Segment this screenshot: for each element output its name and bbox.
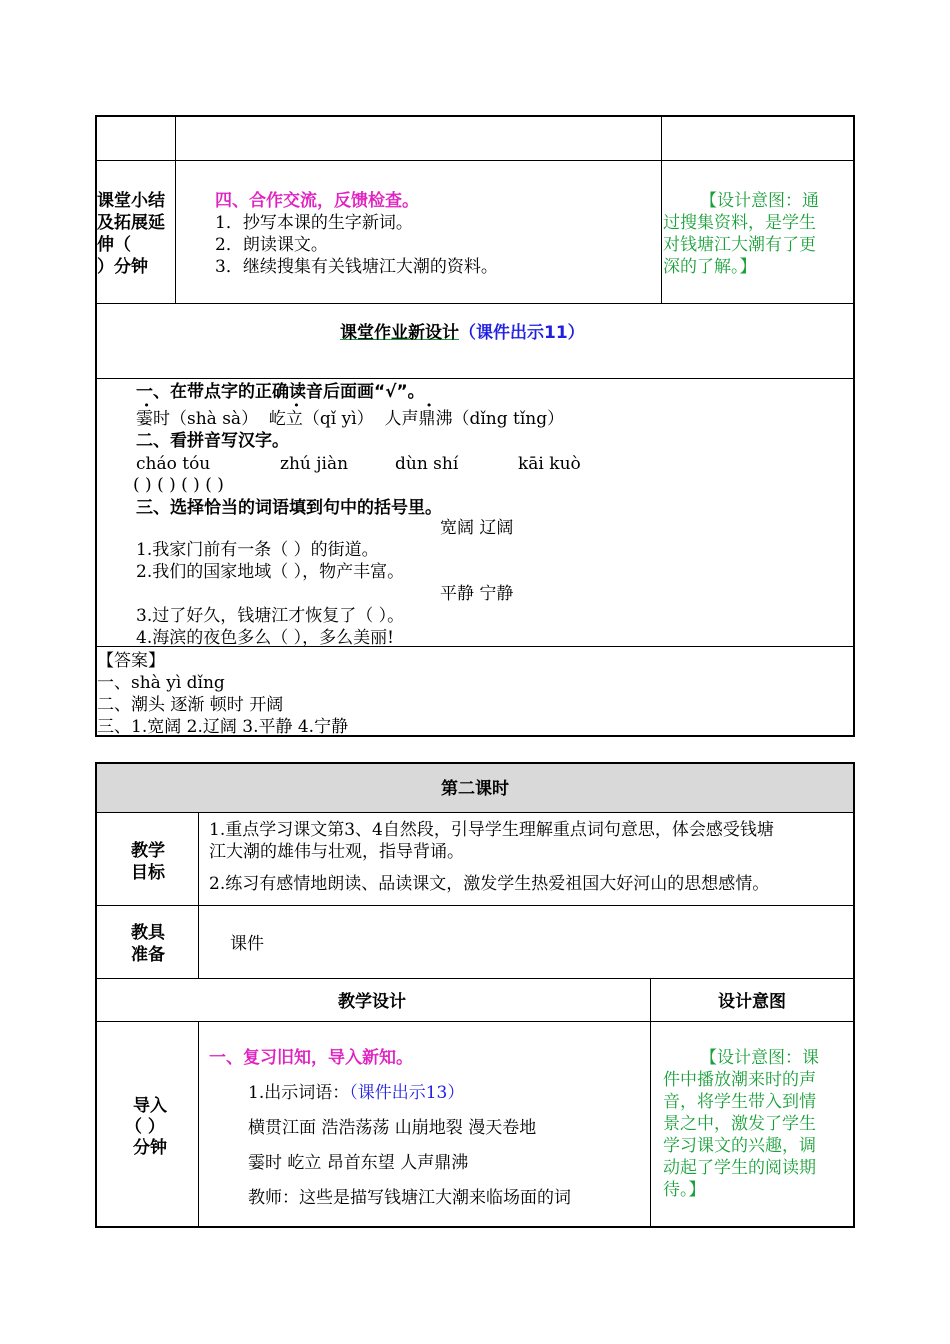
intro-label: 分钟: [133, 1138, 167, 1158]
pinyin-item: kāi kuò: [518, 454, 581, 474]
question-2-title: 二、看拼音写汉字。: [136, 431, 289, 451]
intent-header: 设计意图: [718, 992, 786, 1012]
question-1-line: 霎时（shà sà） 屹立（qǐ yì） 人声鼎沸（dǐng tǐng）: [136, 409, 565, 429]
answer-brackets: ( ) ( ) ( ) ( ): [133, 475, 224, 495]
intro-label: （ ）: [125, 1117, 165, 1137]
step4-title: 四、合作交流，反馈检查。: [215, 191, 419, 211]
goal-1: 江大潮的雄伟与壮观，指导背诵。: [209, 842, 464, 862]
period-title: 第二课时: [441, 779, 509, 799]
word-choices: 平静 宁静: [440, 584, 514, 604]
tools-label: 准备: [131, 945, 165, 965]
word-list: 霎时 屹立 昂首东望 人声鼎沸: [248, 1153, 469, 1173]
intro-label: 导入: [133, 1096, 167, 1116]
pinyin-item: zhú jiàn: [280, 454, 349, 474]
goal-1: 1.重点学习课文第3、4自然段，引导学生理解重点词句意思，体会感受钱塘: [209, 820, 774, 840]
question-3-title: 三、选择恰当的词语填到句中的括号里。: [136, 498, 442, 518]
sentence: 3.过了好久，钱塘江才恢复了（ ）。: [136, 606, 405, 626]
answer-label: 【答案】: [97, 651, 165, 671]
step1-title: 一、复习旧知，导入新知。: [209, 1048, 413, 1068]
goal-2: 2.练习有感情地朗读、品读课文，激发学生热爱祖国大好河山的思想感情。: [209, 874, 770, 894]
word-list: 横贯江面 浩浩荡荡 山崩地裂 漫天卷地: [248, 1118, 537, 1138]
step4-item: 2．朗读课文。: [215, 235, 328, 255]
homework-title: 课堂作业新设计（课件出示11）: [340, 323, 585, 343]
sentence: 2.我们的国家地域（ ），物产丰富。: [136, 562, 405, 582]
answer-line: 三、1.宽阔 2.辽阔 3.平静 4.宁静: [97, 717, 349, 737]
sentence: 1.我家门前有一条（ ）的街道。: [136, 540, 379, 560]
step4-item: 3．继续搜集有关钱塘江大潮的资料。: [215, 257, 498, 277]
step4-item: 1．抄写本课的生字新词。: [215, 213, 413, 233]
tools-value: 课件: [230, 934, 264, 954]
tools-label: 教具: [131, 923, 165, 943]
answer-line: 一、shà yì dǐng: [97, 673, 225, 693]
teacher-line: 教师：这些是描写钱塘江大潮来临场面的词: [248, 1188, 571, 1208]
pinyin-item: dùn shí: [395, 454, 459, 474]
question-1-title: 一、在带点字的正确读音后面画“√”。: [136, 382, 425, 402]
goal-label: 教学: [131, 841, 165, 861]
sentence: 4.海滨的夜色多么（ ），多么美丽!: [136, 628, 394, 648]
step1-show: 1.出示词语：（课件出示13）: [248, 1083, 465, 1103]
word-choices: 宽阔 辽阔: [440, 518, 514, 538]
answer-line: 二、潮头 逐渐 顿时 开阔: [97, 695, 284, 715]
goal-label: 目标: [131, 863, 165, 883]
pinyin-item: cháo tóu: [136, 454, 211, 474]
design-header: 教学设计: [338, 992, 406, 1012]
